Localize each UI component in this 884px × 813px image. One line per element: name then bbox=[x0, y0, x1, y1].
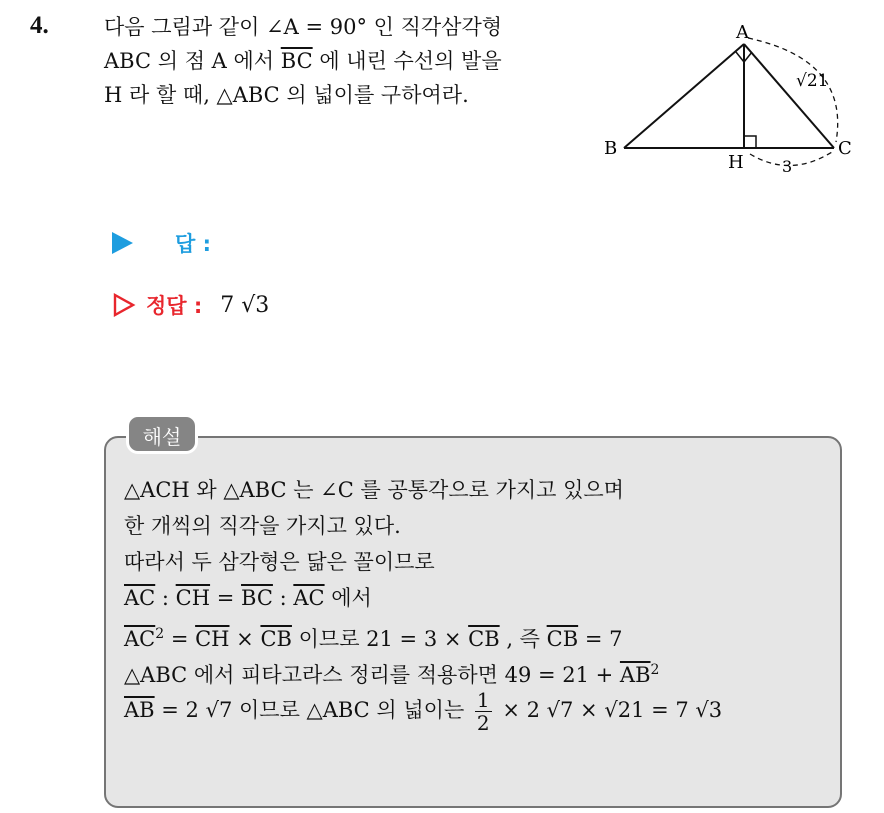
solution-line-2: 한 개씩의 직각을 가지고 있다. bbox=[124, 514, 401, 538]
solution-line-6: △ABC 에서 피타고라스 정리를 적용하면 $49 = 21 + \overline{AB}^2$ bbox=[124, 662, 660, 687]
right-angle-mark-h bbox=[744, 136, 756, 148]
question-text bbox=[104, 10, 604, 112]
label-c: C bbox=[838, 138, 852, 159]
question-number: 4. bbox=[30, 12, 49, 39]
correct-answer-label: 정답 : bbox=[146, 294, 203, 318]
solution-tag: 해설 bbox=[126, 414, 198, 454]
segment-ac bbox=[744, 44, 834, 148]
solution-line-5: $\overline{AC}^2 = \overline{CH} \times \overline{CB}$ 이므로 $21 = 3 \times \overline{CB}$ , 즉 $\overline{CB} = 7$ bbox=[124, 626, 623, 651]
solution-text bbox=[124, 472, 832, 735]
label-a: A bbox=[736, 22, 749, 43]
label-ac-length: √21 bbox=[796, 71, 829, 91]
play-outline-icon bbox=[112, 293, 136, 317]
question-line-3: H 라 할 때, △ABC 의 넓이를 구하여라. bbox=[104, 83, 469, 107]
label-b: B bbox=[604, 138, 618, 159]
question-line-1: 다음 그림과 같이 ∠A = 90° 인 직각삼각형 bbox=[104, 15, 503, 39]
answer-label: 답 : bbox=[175, 232, 211, 256]
correct-answer-value: 7 √3 bbox=[220, 292, 270, 318]
solution-line-4: $\overline{AC}$ : $\overline{CH} = \overline{BC}$ : $\overline{AC}$ 에서 bbox=[124, 586, 372, 610]
answer-blank-row bbox=[112, 228, 211, 258]
solution-line-7: $\overline{AB} = 2$ √7 이므로 △ABC 의 넓이는 $\frac{1}{2}$ × 2 √7 × √21 = 7 √3 bbox=[124, 688, 723, 735]
solution-line-3: 따라서 두 삼각형은 닮은 꼴이므로 bbox=[124, 550, 435, 574]
fraction-one-half: $\frac{1}{2}$ bbox=[476, 688, 490, 735]
triangle-diagram bbox=[600, 20, 870, 180]
solution-line-1: △ACH 와 △ABC 는 ∠C 를 공통각으로 가지고 있으며 bbox=[124, 478, 624, 502]
play-filled-icon bbox=[112, 232, 133, 254]
answer-correct-row bbox=[112, 290, 269, 320]
question-line-2: ABC 의 점 A 에서 $\overline{BC}$ 에 내린 수선의 발을 bbox=[104, 49, 502, 73]
label-hc-length: 3 bbox=[782, 157, 793, 176]
label-h: H bbox=[728, 152, 744, 173]
segment-ab bbox=[624, 44, 744, 148]
